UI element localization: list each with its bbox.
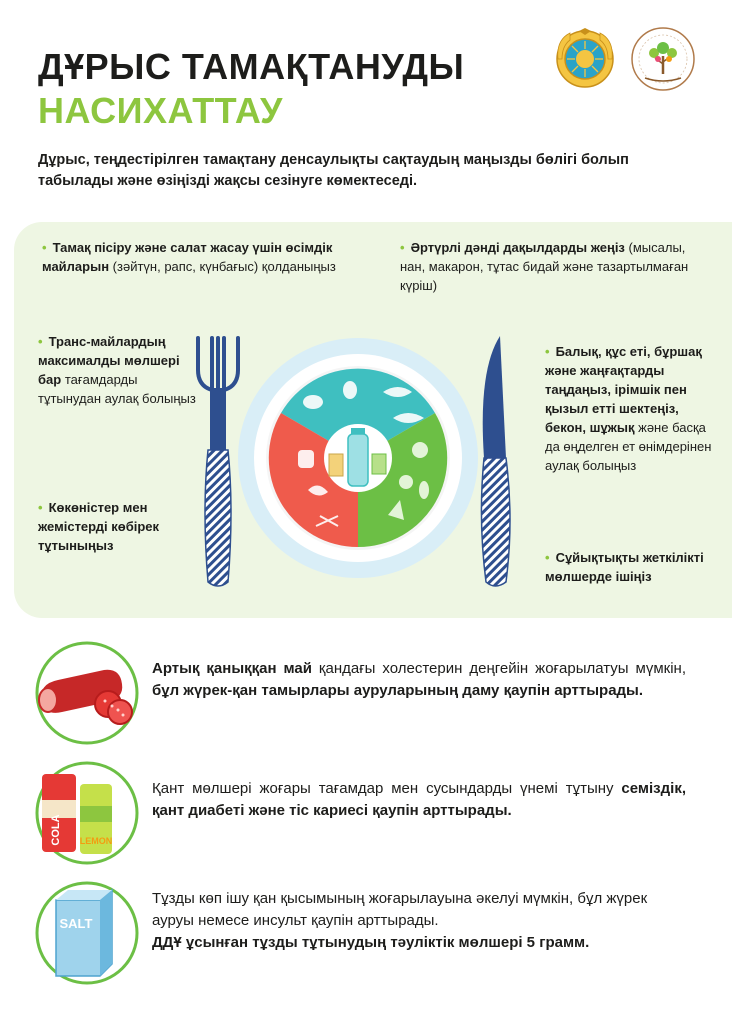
bullet: • xyxy=(42,240,47,255)
tip-bold: Әртүрлі дәнді дақылдарды жеңіз xyxy=(410,240,625,255)
warning-text xyxy=(152,888,686,954)
tip-protein-choices xyxy=(545,342,715,475)
warning-text xyxy=(152,658,686,702)
page-title-line1: ДҰРЫС ТАМАҚТАНУДЫ xyxy=(38,46,465,87)
bullet: • xyxy=(400,240,405,255)
bullet: • xyxy=(545,344,550,359)
salt-box-icon xyxy=(28,880,146,986)
warning-regular: қандағы холестерин деңгейін жоғарылатуы мүмкін, xyxy=(311,660,686,677)
kazakhstan-state-emblem-icon xyxy=(556,28,614,90)
warning-bold: семіздік, қант диабеті және тіс кариесі қаупін арттырады. xyxy=(152,780,686,819)
tip-bold: Көкөністер мен жемістерді көбірек тұтыныңыз xyxy=(38,500,160,553)
bullet: • xyxy=(545,550,550,565)
tip-bold: Тамақ пісіру және салат жасау үшін өсімдік майларын xyxy=(42,240,333,274)
can-label-cola: COLA xyxy=(50,814,62,846)
tree-org-logo-icon xyxy=(627,26,699,92)
bullet: • xyxy=(38,500,43,515)
tip-bold: Транс-майлардың максималды мөлшері бар xyxy=(38,334,180,387)
tip-text: (зәйтүн, рапс, күнбағыс) қолданыңыз xyxy=(109,259,336,274)
knife-icon xyxy=(481,336,510,586)
soda-cans-icon xyxy=(28,760,146,866)
tip-bold: Балық, құс еті, бұршақ және жаңғақтарды таңдаңыз, ірімшік пен қызыл етті шектеңіз, бекон, шұжық xyxy=(545,344,702,435)
tip-vegetables-fruits xyxy=(38,498,188,555)
warning-bold: бұл жүрек-қан тамырлары ауруларының даму қаупін арттырады. xyxy=(152,682,644,699)
page-title-line2: НАСИХАТТАУ xyxy=(38,90,283,131)
tip-trans-fats xyxy=(38,332,198,408)
tip-bold: Сұйықтықты жеткілікті мөлшерде ішіңіз xyxy=(545,550,704,584)
warning-text xyxy=(152,778,686,822)
fork-icon xyxy=(198,338,238,586)
tip-text: және басқа да өңделген ет өнімдерінен аулақ болыңыз xyxy=(545,420,712,473)
can-label-lemon: LEMON xyxy=(79,836,113,846)
salt-label: SALT xyxy=(59,916,93,931)
food-plate-icon xyxy=(188,330,538,592)
tip-text: (мысалы, нан, макарон, тұтас бидай және тазартылмаған күріш) xyxy=(400,240,689,293)
warning-regular: Тұзды көп ішу қан қысымының жоғарылауына әкелуі мүмкін, бұл жүрек ауруы немесе инсульт қаупін арттырады. xyxy=(152,890,648,929)
sausage-icon xyxy=(28,640,146,746)
bullet: • xyxy=(38,334,43,349)
tip-text: тағамдарды тұтынудан аулақ болыңыз xyxy=(38,372,196,406)
intro-text: Дұрыс, теңдестірілген тамақтану денсаулықты сақтаудың маңызды бөлігі болып табылады және өзіңізді жақсы сезінуге көмектеседі. xyxy=(38,152,629,189)
warning-bold: Артық қаныққан май xyxy=(152,660,312,677)
tip-vegetable-oils xyxy=(42,238,342,276)
tip-grains xyxy=(400,238,700,295)
tip-fluids xyxy=(545,548,715,586)
warning-regular: Қант мөлшері жоғары тағамдар мен сусындарды үнемі тұтыну xyxy=(152,780,622,797)
warning-bold: ДДҰ ұсынған тұзды тұтынудың тәуліктік мөлшері 5 грамм. xyxy=(152,934,590,951)
